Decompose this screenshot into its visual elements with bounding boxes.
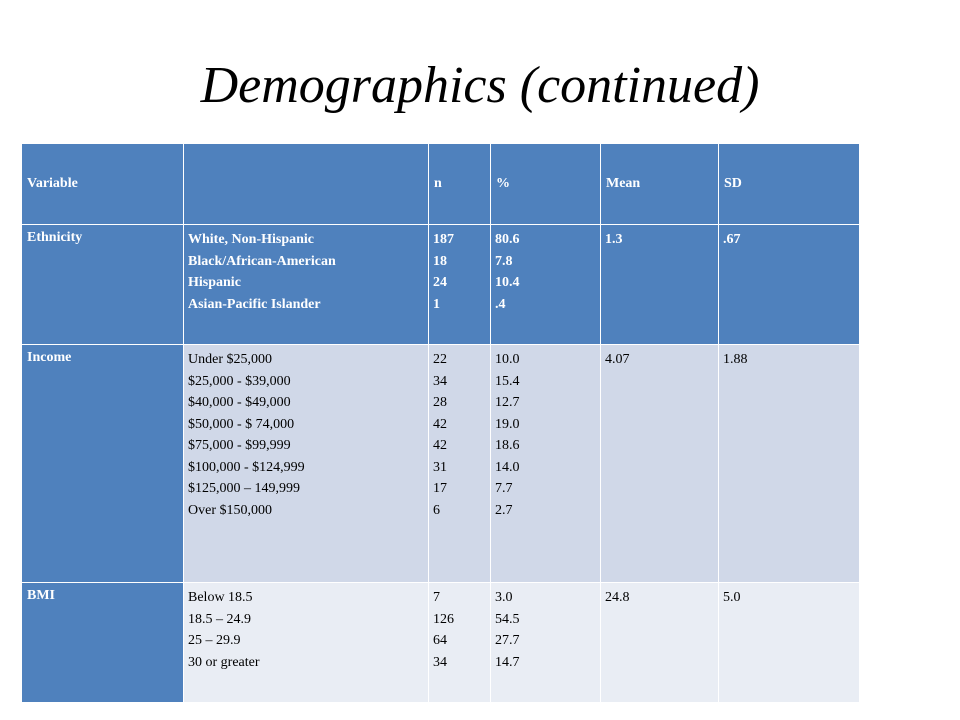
- mean-value: 4.07: [601, 345, 719, 583]
- variable-label: Income: [22, 345, 184, 583]
- n-cell: [429, 583, 491, 703]
- percent-value: 54.5: [495, 611, 520, 627]
- percent-value: 10.0: [495, 352, 520, 367]
- header-mean: Mean: [601, 144, 719, 225]
- n-value: 126: [433, 611, 454, 627]
- n-value: 42: [433, 416, 447, 432]
- n-value: 64: [433, 633, 447, 648]
- category-item: Black/African-American: [188, 253, 336, 269]
- category-item: Below 18.5: [188, 590, 253, 605]
- n-value: 7: [433, 590, 440, 605]
- n-value: 18: [433, 253, 447, 269]
- n-cell: [429, 225, 491, 345]
- header-category: [184, 144, 429, 225]
- category-item: $125,000 – 149,999: [188, 481, 300, 496]
- n-value: 6: [433, 502, 440, 518]
- percent-value: 3.0: [495, 590, 513, 605]
- category-item: Hispanic: [188, 275, 241, 290]
- percent-cell: [491, 583, 601, 703]
- sd-value: 5.0: [719, 583, 860, 703]
- category-cell: [184, 225, 429, 345]
- percent-value: 80.6: [495, 232, 520, 247]
- n-value: 34: [433, 373, 447, 389]
- category-item: Under $25,000: [188, 352, 272, 367]
- category-item: $75,000 - $99,999: [188, 438, 291, 453]
- percent-value: 14.7: [495, 654, 520, 670]
- percent-value: 10.4: [495, 275, 520, 290]
- n-value: 31: [433, 459, 447, 475]
- n-value: 34: [433, 654, 447, 670]
- percent-value: 2.7: [495, 502, 513, 518]
- percent-value: 7.8: [495, 253, 513, 269]
- n-cell: [429, 345, 491, 583]
- mean-value: 1.3: [601, 225, 719, 345]
- category-item: White, Non-Hispanic: [188, 232, 315, 247]
- category-item: $50,000 - $ 74,000: [188, 416, 295, 432]
- slide-title: Demographics (continued): [200, 57, 760, 114]
- category-item: Asian-Pacific Islander: [188, 296, 321, 312]
- percent-value: .4: [495, 296, 506, 312]
- mean-value: 24.8: [601, 583, 719, 703]
- n-value: 1: [433, 296, 440, 312]
- n-value: 187: [433, 232, 454, 247]
- category-item: $40,000 - $49,000: [188, 395, 291, 410]
- category-cell: [184, 345, 429, 583]
- sd-value: .67: [719, 225, 860, 345]
- sd-value: 1.88: [719, 345, 860, 583]
- table-row: [22, 345, 860, 583]
- percent-value: 18.6: [495, 438, 520, 453]
- percent-value: 7.7: [495, 481, 513, 496]
- category-item: 30 or greater: [188, 654, 260, 670]
- percent-value: 15.4: [495, 373, 520, 389]
- header-percent: %: [491, 144, 601, 225]
- n-value: 24: [433, 275, 447, 290]
- category-cell: [184, 583, 429, 703]
- category-item: 18.5 – 24.9: [188, 611, 251, 627]
- table-header-row: [22, 144, 860, 225]
- category-item: Over $150,000: [188, 502, 272, 518]
- percent-value: 19.0: [495, 416, 520, 432]
- percent-cell: [491, 225, 601, 345]
- n-value: 22: [433, 352, 447, 367]
- percent-value: 27.7: [495, 633, 520, 648]
- header-sd: SD: [719, 144, 860, 225]
- demographics-table: [21, 143, 860, 703]
- n-value: 28: [433, 395, 447, 410]
- percent-value: 12.7: [495, 395, 520, 410]
- header-variable: Variable: [22, 144, 184, 225]
- table-row: [22, 225, 860, 345]
- variable-label: Ethnicity: [22, 225, 184, 345]
- table-row: [22, 583, 860, 703]
- variable-label: BMI: [22, 583, 184, 703]
- percent-cell: [491, 345, 601, 583]
- category-item: 25 – 29.9: [188, 633, 241, 648]
- category-item: $100,000 - $124,999: [188, 459, 305, 475]
- header-n: n: [429, 144, 491, 225]
- n-value: 17: [433, 481, 447, 496]
- percent-value: 14.0: [495, 459, 520, 475]
- category-item: $25,000 - $39,000: [188, 373, 291, 389]
- n-value: 42: [433, 438, 447, 453]
